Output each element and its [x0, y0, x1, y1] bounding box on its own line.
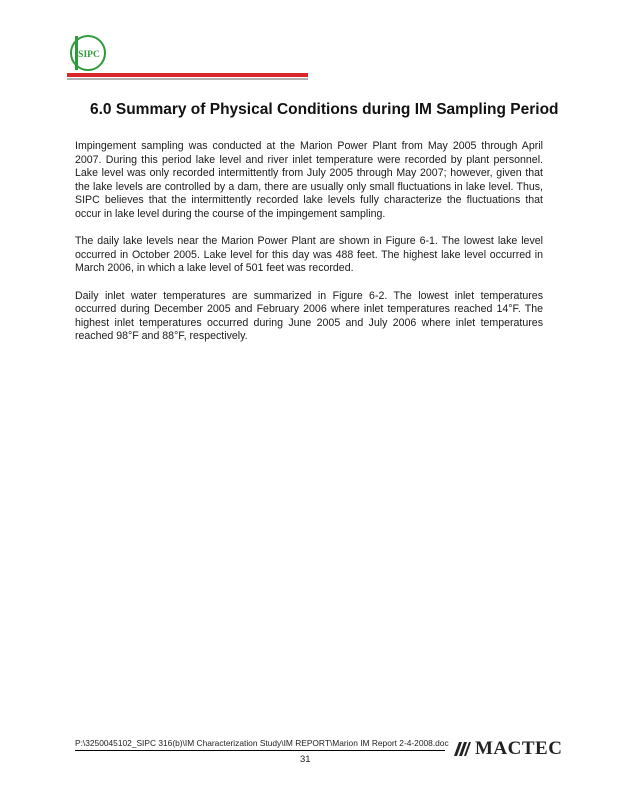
paragraph-inlet-temperatures: Daily inlet water temperatures are summarized in Figure 6-2. The lowest inlet temperatures occurred during December 2005 and February 2006 where inlet temperatures reached 14°F. The highest inlet temperatures occurred during June 2005 and July 2006 where inlet temperatures reached 98°F and 88°F, respectively.	[75, 289, 543, 343]
sipc-logo	[67, 32, 111, 76]
mactec-mark-icon	[452, 740, 472, 758]
footer-file-path: P:\3250045102_SIPC 316(b)\IM Characterization Study\IM REPORT\Marion IM Report 2-4-2008.doc	[75, 738, 449, 748]
company-name: MACTEC	[475, 738, 563, 759]
footer-rule	[75, 750, 445, 751]
sipc-logo-icon	[67, 32, 111, 76]
header-red-rule	[67, 73, 308, 77]
section-body	[75, 140, 543, 358]
logo-text: SIPC	[78, 50, 100, 60]
paragraph-lake-levels: The daily lake levels near the Marion Power Plant are shown in Figure 6-1. The lowest lake level occurred in October 2005. Lake level for this day was 488 feet. The highest lake level occurred in March 2006, in which a lake level of 501 feet was recorded.	[75, 235, 543, 275]
paragraph-sampling: Impingement sampling was conducted at the Marion Power Plant from May 2005 through April 2007. During this period lake level and river inlet temperature were recorded by plant personnel. Lake level was only recorded intermittently from July 2005 through May 2007; however, given that the lake levels are controlled by a dam, there are usually only small fluctuations in lake level. Thus, SIPC believes that the intermittently recorded lake levels fully characterize the fluctuations that occur in lake level during the course of the impingement sampling.	[75, 140, 543, 220]
page-number: 31	[300, 754, 311, 765]
header-gray-rule	[67, 78, 308, 80]
section-heading: 6.0 Summary of Physical Conditions during IM Sampling Period	[90, 101, 559, 118]
mactec-logo	[452, 738, 562, 760]
